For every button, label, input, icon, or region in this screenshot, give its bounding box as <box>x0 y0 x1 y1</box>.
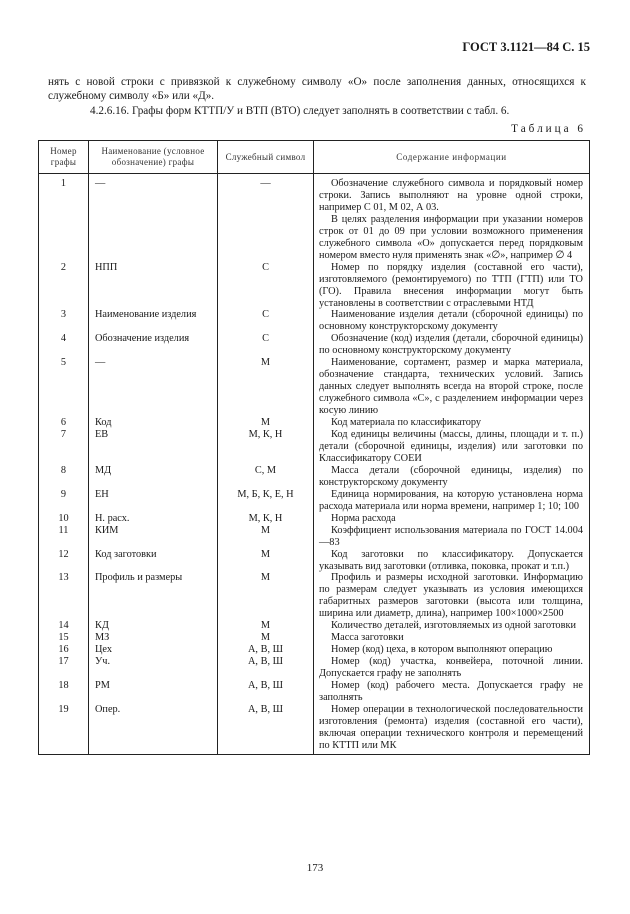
row-name: Опер. <box>89 704 218 754</box>
row-symbol: М <box>218 417 314 429</box>
table-row <box>39 513 590 525</box>
row-symbol: — <box>218 174 314 262</box>
row-symbol: С <box>218 262 314 310</box>
row-content <box>314 429 590 465</box>
content-paragraph: Код материала по классификатору <box>331 417 482 429</box>
content-paragraph: Номер (код) рабочего места. Допускается графу не заполнять <box>319 680 583 703</box>
row-name: Обозначение изделия <box>89 333 218 357</box>
content-paragraph: Норма расхода <box>331 512 396 524</box>
row-number: 16 <box>39 644 89 656</box>
content-paragraph: Обозначение служебного символа и порядковый номер строки. Запись выполняют на уровне одной строки, например С 01, М 02, А 03. <box>319 178 583 213</box>
content-paragraph: Номер (код) участка, конвейера, поточной линии. Допускается графу не заполнять <box>319 656 583 680</box>
table-body <box>39 174 590 755</box>
content-paragraph: Профиль и размеры исходной заготовки. Информацию по размерам следует указывать из условия имеющихся габаритных размеров заготовки (высота или толщина, ширина или диаметр, длина), например 100×1000×2500 <box>319 572 583 620</box>
row-name: Уч. <box>89 656 218 680</box>
header-symbol: Служебный символ <box>218 141 314 174</box>
row-content <box>314 513 590 525</box>
row-number: 15 <box>39 632 89 644</box>
row-number: 17 <box>39 656 89 680</box>
row-name: НПП <box>89 262 218 310</box>
page-number: 173 <box>306 862 324 874</box>
table-row <box>39 262 590 310</box>
content-paragraph: Наименование, сортамент, размер и марка материала, обозначение стандарта, технических условий. Запись данных следует выполнять всегда на второй строке, после служебного символа «С», с разделением информации через косую линию <box>319 357 583 417</box>
header-content: Содержание информации <box>314 141 590 174</box>
row-symbol: А, В, Ш <box>218 656 314 680</box>
row-name: РМ <box>89 680 218 704</box>
row-number: 4 <box>39 333 89 357</box>
table-row <box>39 429 590 465</box>
row-content <box>314 632 590 644</box>
row-name: ЕН <box>89 489 218 513</box>
row-number: 13 <box>39 572 89 620</box>
content-paragraph: Код единицы величины (массы, длины, площади и т. п.) детали (сборочной единицы, изделия) или заготовки по Классификатору СОЕИ <box>319 429 583 464</box>
content-paragraph: Наименование изделия детали (сборочной единицы) по основному конструкторскому документу <box>319 309 583 333</box>
row-number: 19 <box>39 704 89 754</box>
row-content <box>314 417 590 429</box>
row-content <box>314 620 590 632</box>
row-number: 6 <box>39 417 89 429</box>
row-number: 5 <box>39 357 89 417</box>
table-caption: Таблица 6 <box>511 123 586 135</box>
content-paragraph: Коэффициент использования материала по ГОСТ 14.004—83 <box>319 524 583 548</box>
row-number: 7 <box>39 429 89 465</box>
row-content <box>314 656 590 680</box>
row-name: КД <box>89 620 218 632</box>
row-content <box>314 572 590 620</box>
row-number: 8 <box>39 465 89 489</box>
row-content <box>314 465 590 489</box>
table-row <box>39 333 590 357</box>
row-number: 1 <box>39 174 89 262</box>
row-number: 14 <box>39 620 89 632</box>
content-paragraph: Номер операции в технологической последовательности изготовления (ремонта) изделия (составной его части), включая операции технического контроля и перемещений по КТТП или МК <box>319 703 583 751</box>
row-content <box>314 262 590 310</box>
row-name: Профиль и размеры <box>89 572 218 620</box>
row-symbol: М, Б, К, Е, Н <box>218 489 314 513</box>
header-number: Номер графы <box>39 141 89 174</box>
table-row <box>39 680 590 704</box>
row-content <box>314 549 590 573</box>
row-number: 11 <box>39 525 89 549</box>
row-name: МЗ <box>89 632 218 644</box>
header-name: Наименование (условное обозначение) графы <box>89 141 218 174</box>
table-row <box>39 620 590 632</box>
row-content <box>314 357 590 417</box>
row-name: Цех <box>89 644 218 656</box>
row-content <box>314 680 590 704</box>
row-symbol: М, К, Н <box>218 513 314 525</box>
content-paragraph: Номер по порядку изделия (составной его части), изготовляемого (ремонтируемого) по ТТП (ГТП) или ТО (ГО). Правила внесения информации могут быть установлены в соответствии с отраслевыми НТД <box>319 261 583 309</box>
row-name: Наименование изделия <box>89 309 218 333</box>
row-symbol: М <box>218 632 314 644</box>
table-row <box>39 417 590 429</box>
table-row <box>39 632 590 644</box>
row-name: Код заготовки <box>89 549 218 573</box>
row-symbol: М <box>218 572 314 620</box>
row-number: 9 <box>39 489 89 513</box>
row-number: 3 <box>39 309 89 333</box>
table-row <box>39 465 590 489</box>
content-paragraph: Номер (код) цеха, в котором выполняют операцию <box>331 644 553 656</box>
data-table <box>38 140 590 755</box>
table-row <box>39 572 590 620</box>
table-row <box>39 357 590 417</box>
row-number: 2 <box>39 262 89 310</box>
row-name: Н. расх. <box>89 513 218 525</box>
content-paragraph: Количество деталей, изготовляемых из одной заготовки <box>331 620 576 632</box>
table-row <box>39 656 590 680</box>
row-name: ЕВ <box>89 429 218 465</box>
row-name: Код <box>89 417 218 429</box>
row-number: 18 <box>39 680 89 704</box>
row-symbol: М <box>218 525 314 549</box>
row-number: 12 <box>39 549 89 573</box>
intro-paragraph-2: 4.2.6.16. Графы форм КТТП/У и ВТП (ВТО) следует заполнять в соответствии с табл. 6. <box>90 105 510 117</box>
content-paragraph: Код заготовки по классификатору. Допускается указывать вид заготовки (отливка, поковка, прокат и т.п.) <box>319 548 583 572</box>
row-content <box>314 174 590 262</box>
row-content <box>314 309 590 333</box>
row-content <box>314 333 590 357</box>
intro-text <box>48 75 586 118</box>
content-paragraph: Единица нормирования, на которую установлена норма расхода материала или норма времени, например 1; 10; 100 <box>319 488 583 512</box>
content-paragraph: Обозначение (код) изделия (детали, сборочной единицы) по основному конструкторскому документу <box>319 333 583 357</box>
table-row <box>39 309 590 333</box>
row-number: 10 <box>39 513 89 525</box>
table-row <box>39 549 590 573</box>
row-symbol: А, В, Ш <box>218 704 314 754</box>
row-content <box>314 525 590 549</box>
row-symbol: М, К, Н <box>218 429 314 465</box>
content-paragraph: В целях разделения информации при указании номеров строк от 01 до 09 при условии возможного применения служебного символа «О» допускается перед порядковым номером вместо нуля применять знак «∅», например ∅ 4 <box>319 213 583 261</box>
table-row <box>39 174 590 262</box>
row-symbol: С, М <box>218 465 314 489</box>
row-symbol: С <box>218 333 314 357</box>
row-content <box>314 704 590 754</box>
row-name: — <box>89 357 218 417</box>
row-name: КИМ <box>89 525 218 549</box>
row-name: — <box>89 174 218 262</box>
table-row <box>39 525 590 549</box>
intro-paragraph-1: нять с новой строки с привязкой к служебному символу «О» после заполнения данных, относящихся к служебному символу «Б» или «Д». <box>48 76 586 102</box>
content-paragraph: Масса детали (сборочной единицы, изделия) по конструкторскому документу <box>319 464 583 488</box>
table-row <box>39 644 590 656</box>
row-symbol: А, В, Ш <box>218 680 314 704</box>
row-symbol: А, В, Ш <box>218 644 314 656</box>
row-symbol: М <box>218 549 314 573</box>
row-symbol: М <box>218 357 314 417</box>
table-row <box>39 704 590 754</box>
row-symbol: М <box>218 620 314 632</box>
row-content <box>314 644 590 656</box>
row-name: МД <box>89 465 218 489</box>
row-content <box>314 489 590 513</box>
page-header: ГОСТ 3.1121—84 С. 15 <box>462 40 590 54</box>
table-row <box>39 489 590 513</box>
row-symbol: С <box>218 309 314 333</box>
content-paragraph: Масса заготовки <box>331 632 404 644</box>
table-header-row <box>39 141 590 174</box>
